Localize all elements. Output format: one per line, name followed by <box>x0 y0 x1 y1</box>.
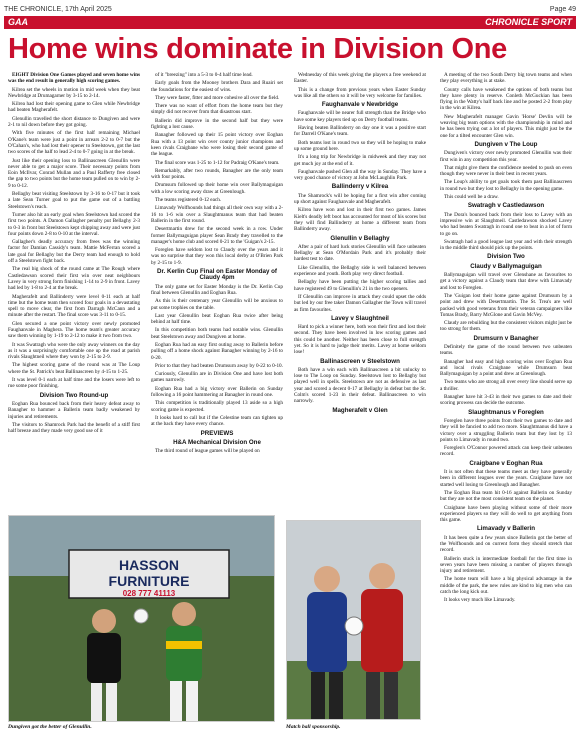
paper-date: THE CHRONICLE, 17th April 2025 <box>4 6 112 13</box>
paragraph: Both have a win each with Ballinascreen a bit unlucky to lose to The Loop on Sunday. Steelstown lost to Bellaghy but played well in spells. Steelstown are not as defensive as last year and scored a decent 0-17 at Bellaghy in defeat but the St. Colm's scored 1-23 in their defeat. Ballinascreen to win narrowly. <box>294 366 426 405</box>
subheading: H&A Mechanical Division One <box>173 438 261 446</box>
subheading: PREVIEWS <box>200 429 234 437</box>
paragraph: It's a long trip for Newbridge in midweek and they may not get much joy at the end of it. <box>294 154 426 167</box>
paragraph: This is a change from previous years when Easter Sunday was like all the others so it will be very welcome for families. <box>294 86 426 99</box>
match-ball <box>345 617 363 635</box>
paragraph: Foreglen's O'Connor powered attack can keep their unbeaten record. <box>440 445 572 458</box>
paragraph: Curiously, Glenullin are in Division One and have lost both games narrowly. <box>151 371 283 384</box>
subheading: Dr. Kerlin Cup Final on Easter Monday of Claudy 4pm <box>157 268 277 282</box>
paragraph: The visitors to Shamrock Park had the benefit of a stiff first half breeze and they made very good use of it <box>8 421 140 435</box>
paragraph: County calls have weakened the options of both teams but they have plenty in reserve. Conleth McGuckian has been flying in the Watty's half back line and he posted 2-2 from play in the win at Kilrea. <box>440 86 572 112</box>
paragraph: Bellaghy have been putting the higher scoring tallies and have registered 49 to Glenullin's 21 in the two openers. <box>294 279 426 292</box>
paragraph: Remarkably, after two rounds, Banagher are the only team with four points. <box>151 167 283 181</box>
paragraph: The only game set for Easter Monday is the Dr. Kerlin Cup final between Glenullin and Eoghan Rua. <box>151 283 283 296</box>
section-left-label: GAA <box>8 17 28 27</box>
paragraph: The Loup's ability to get goals took them past Ballinascreen in round two but they lost to Bellaghy in the opening game. <box>440 179 572 192</box>
column-3 <box>294 72 426 416</box>
photo-art-2 <box>287 521 420 719</box>
subheading: Claudy v Ballymaguigan <box>470 262 542 270</box>
column-2 <box>151 72 283 456</box>
paragraph: Definitely the game of the round between two unbeaten teams. <box>440 343 572 357</box>
photo1-caption: Dungiven got the better of Glenullin. <box>8 724 92 730</box>
paragraph: Drumsurn followed up their home win over Ballymaguigan with a low scoring away draw at Greenlough. <box>151 182 283 195</box>
paragraph: It was Swatragh who were the only away winners on the day as it was a surprisingly comfortable one up the road at parish rivals Slaughtneil where they won by 2-15 to 2-9. <box>8 341 140 361</box>
paragraph: Last year Glenullin beat Eoghan Rua twice after being behind at half time. <box>151 312 283 326</box>
subheading: Division Two <box>487 253 525 261</box>
subheading: Swatragh v Castledawson <box>467 202 545 210</box>
paragraph: Banagher have hit 3-43 in their two games to date and their scoring prowess can decide the outcome. <box>440 394 572 407</box>
subheading: Slaughtmanus v Foreglen <box>468 408 544 416</box>
paragraph: Swatragh had a good league last year and with their strength in the middle third should pick up the points. <box>440 238 572 252</box>
paragraph: The final score was 1-25 to 1-12 for Padraig O'Kane's team. <box>155 159 280 166</box>
paragraph: Hard to pick a winner here, both won their first and lost their second. They have been involved in low scoring games and this could be another. Neither has been close to full strength yet. So it is hard to judge their merits. Lavey at home seldom lose! <box>294 324 426 356</box>
paragraph: Glenullin travelled the short distance to Dungiven and were 2-1 to nil down before they got going. <box>8 115 140 129</box>
paragraph: With five minutes of the first half remaining Michael O'Kane's team were just a point in arrears 2-2 to 0-7 but the O'Cahan's, who had lost their opener to Steelstown, got the last two scores of the half to lead 2-4 to 0-7 going in at the break. <box>8 130 140 156</box>
paragraph: Kilrea had lost their opening game to Glen while Newbridge had beaten Magherafelt. <box>8 101 140 114</box>
paragraph: Dungiven's victory over newly promoted Glenullin was their first win in any competition this year. <box>440 150 572 163</box>
paragraph: The real big shock of the round came at The Rough where Castledawson scored their first win over neat neighbours Lavey in very strong form finishing 1-14 to 2-9 in front. Lavey had led by 1-8 to 2-4 at the break. <box>8 266 140 292</box>
subheading: Lavey v Slaughtneil <box>331 314 389 322</box>
ball <box>134 609 148 623</box>
subheading: Limavady v Ballerin <box>476 525 536 533</box>
column-1 <box>8 72 140 436</box>
subheading: Craigbane v Eoghan Rua <box>469 459 543 467</box>
paragraph: In this competition both teams had notable wins. Glenullin beat Steelstown away and Dungiven at home. <box>151 327 283 340</box>
paragraph: Eoghan Rua had an easy first outing away to Ballerin before pulling off a home shock against Banagher winning by 2-16 to 0-20. <box>151 341 283 361</box>
paragraph: Ballerin stuck in intermediate football for the first time in seven years have been missing a number of players through injury and retirement. <box>440 555 572 575</box>
subheading: Ballinderry v Kilrea <box>331 183 389 191</box>
paragraph: Ballymaguigan will travel over Glenshane as favourites to get a victory against a Claudy team that drew with Limavady and lost to Foreglen. <box>440 272 572 291</box>
paragraph: Banagher followed up their 15 point victory over Eoghan Rua with a 13 point win over county junior champions and keen rivals Craigbane who were losing their second game of the league. <box>151 132 283 158</box>
paragraph: The Shamrock's will be hoping for a first win after coming up short against Faughanvale and Magherafelt. <box>294 192 426 206</box>
paragraph: There was no want of effort from the home team but they simply did not recover from that disastrous start. <box>151 103 283 116</box>
paragraph: Craigbane have been playing without some of their more experienced players so they will do well to get anything from this game. <box>440 504 572 524</box>
paragraph: Both teams lost in round two so they will be hoping to make up some ground here. <box>294 139 426 152</box>
paragraph: It has been quite a few years since Ballerin got the better of the Wolfhounds and on current form they should stretch that record. <box>440 534 572 554</box>
paragraph: Like Glenullin, the Bellaghy side is well balanced between experience and youth. Both play very direct football. <box>294 264 426 278</box>
headline: Home wins dominate in Division One <box>8 33 507 65</box>
section-right-label: CHRONICLE SPORT <box>485 17 572 27</box>
paragraph: Faughanvale will be nearer full strength than the Bridge who have some key players tied up on Derry football teams. <box>294 110 426 123</box>
subheading: Faughanvale v Newbridge <box>321 101 399 109</box>
paragraph: Bellaghy beat visiting Steelstown by 3-16 to 0-17 but it took a late Sean Turner goal to put the game out of a battling Steelstown's reach. <box>8 191 140 210</box>
paragraph: Wednesday of this week giving the players a free weekend at Easter. <box>294 72 426 85</box>
paragraph: Kilrea have won and lost in their first two games. James Kielt's deadly left boot has accounted for most of his scores but they will find Ballinderry at home a different team from Ballinderry away. <box>294 207 426 233</box>
paragraph: New Magherafelt manager Gavin 'Horse' Devlin will be weaving big team options with the championship in mind and he has been trying out a lot of players. This might just be the one for a tilted encounter Glen win. <box>440 113 572 139</box>
paragraph: Limavady Wolfhounds had things all their own way with a 2-16 to 1-6 win over a Slaughtmanus team that had beaten Ballerin in the first round. <box>151 205 283 224</box>
paragraph: Magherafelt and Ballinderry were level 0-11 each at half time but the home team then scored four goals in a devastating spell to move clear, the first from Darragh McCann and a minute after the restart. The final score was 3-11 to 0-15. <box>8 293 140 319</box>
paragraph: Just like their opening loss to Ballinascreen Glenullin were never able to get a major score. Their necessary points from Eoin McIlvar, Conrad Mullan and a Paul Rafferty free closed the gap to two points but the home team pulled on to win by 2-9 to 0-12. <box>8 157 140 189</box>
subheading: Division Two Round-up <box>39 391 109 399</box>
paragraph: That might give them the confidence needed to push on even though they were never in their best in recent years. <box>440 164 572 178</box>
paragraph: Eoghan Rua had a big victory over Ballerin on Sunday following a 16 point hammering at Banagher in round one. <box>151 385 283 399</box>
paragraph: It looks very much like Limavady. <box>444 597 516 604</box>
paragraph: The highest scoring game of the round was at The Loup where the St. Patrick's beat Ballinascreen by 4-15 to 1-25. <box>8 362 140 375</box>
photo-dungiven-glenullin <box>8 515 275 722</box>
paragraph: Ballerin did improve in the second half but they were fighting a lost cause. <box>151 117 283 131</box>
page-number: Page 49 <box>549 6 576 13</box>
sign-line1: HASSON <box>119 557 179 573</box>
paragraph: Desertmartin drew for the second week in a row. Under former Ballymaguigan player Sean Brady they travelled to the manager's home club and scored 0-21 to the 'Guigan's 2-15. <box>151 226 283 245</box>
paragraph: Early goals from the Mooney brothers Dara and Ruairi set the foundations for the easiest of wins. <box>151 80 283 93</box>
paragraph: The Eoghan Rua team hit 0-16 against Ballerin on Sunday but they are not the most consistent team on the planet. <box>440 489 572 503</box>
subheading: Drumsurn v Banagher <box>473 334 539 342</box>
photo-art-1 <box>9 516 274 721</box>
paragraph: EIGHT Division One Games played and seven home wins was the end result in generally high scoring games. <box>8 72 140 85</box>
paragraph: This could well be a draw. <box>444 194 499 201</box>
paragraph: The 'Guigan lost their home game against Drumsurn by a point and drew with Desertmartin. The St. Trea's are well packed with good veterans from their veteran campaigners like Tomas Brady, Barry McGlone and Gavin McVey. <box>440 292 572 318</box>
paragraph: Banagher had easy and high scoring wins over Eoghan Rua and local rivals Craigbane while Drumsurn beat Ballymaguigan by a point and drew at Greenlough. <box>440 358 572 378</box>
paragraph: The teams registered 0-12 each. <box>155 197 222 204</box>
paragraph: It looks hard to call but if the Celestine team can tighten up at the back they have every chance. <box>151 414 283 428</box>
column-4 <box>440 72 572 606</box>
subheading: Glenullin v Bellaghy <box>330 234 390 242</box>
paragraph: Turner also hit an early goal when Steelstown had scored the first two points. A Damon Gallagher penalty put Bellaghy 2-3 to 0-3 in front but Steelstown kept chipping away and were just four points down 2-8 to 0-10 at the interval. <box>8 211 140 237</box>
photo-match-ball <box>286 520 421 720</box>
paragraph: This competition is traditionally played 13 aside so a high scoring game is expected. <box>151 400 283 413</box>
paragraph: It was level 0-1 each at half time and the losers were left to rue some poor finishing. <box>8 377 140 390</box>
paragraph: Foreglen have seldom lost to Claudy over the years and it was no surprise that they won this local derby at O'Brien Park by 2-15 to 1-9. <box>151 247 283 266</box>
paragraph: Eoghan Rua bounced back from their heavy defeat away to Banagher to hammer a Ballerin team badly weakened by injuries and retirements. <box>8 400 140 420</box>
paragraph: They were faster, fitter and more cohesive all over the field. <box>155 94 280 101</box>
paragraph: The home team will have a big physical advantage in the middle of the park, the new rules are kind to big men who can catch the long kick out. <box>440 576 572 596</box>
paragraph: of it "breezing" into a 5-3 to 0-4 half time lead. <box>155 72 253 78</box>
paragraph: As this is their centenary year Glenullin will be anxious to put some trophies on the table. <box>151 298 283 311</box>
photo2-caption: Match ball sponsorship. <box>286 724 341 730</box>
sign-line2: FURNITURE <box>108 573 190 589</box>
paragraph: Claudy are rebuilding but the consistent visitors might just be too strong for them. <box>440 320 572 333</box>
section-bar <box>4 16 576 29</box>
subheading: Magherafelt v Glen <box>332 406 388 414</box>
paragraph: If Glenullin can improve in attack they could upset the odds but led by our free taker Damon Gallagher the Town will travel as firm favourites. <box>294 293 426 313</box>
masthead-line <box>4 4 576 16</box>
paragraph: The third round of league games will be played on <box>155 448 260 455</box>
paragraph: Foreglen have three points from their two games to date and they will be fancied to add two more. Slaughtmanus did have a victory over a struggling Ballerin team but they lost by 13 points to Limavady in round two. <box>440 417 572 443</box>
paragraph: Having beaten Ballinderry on day one it was a positive start for Darrell O'Kane's team. <box>294 125 426 138</box>
paragraph: Faughanvale pushed Glen all the way in Sunday. They have a very good chance of victory at John McLaughlin Park. <box>294 168 426 182</box>
paragraph: The Dora's bounced back from their loss to Lavey with an impressive win at Slaughtneil. Castledawson shocked Lavey who had beaten Swatragh in round one to beat in a lot of form to go on. <box>440 211 572 237</box>
subheading: Dungiven v The Loup <box>474 140 538 148</box>
subheading: Ballinascreen v Steelstown <box>320 357 400 365</box>
paragraph: Kilrea set the wheels in motion in mid week when they beat Newbridge at Drumagarner by 3-15 to 2-14. <box>8 86 140 99</box>
paragraph: It is not often that these teams meet as they have generally been in different leagues over the years. Craigbane have not started well losing to Greenlough and Banagher. <box>440 469 572 488</box>
paragraph: Gallagher's deadly accuracy from frees was the winning factor for Damian Cassidy's team. Mattie McFerran scored a late goal for Bellaghy but the Derry team had enough to hold off a Steelstown fight back. <box>8 239 140 265</box>
paragraph: A meeting of the two South Derry big town teams and when they play everything is at stake. <box>440 72 572 85</box>
sign-phone: 028 777 41113 <box>122 589 176 598</box>
paragraph: Two teams who are strong all over every line should serve up a thriller. <box>440 379 572 392</box>
paragraph: Glen secured a one point victory over newly promoted Faughanvale in Maghera. The home team's greater accuracy saw them winning by 1-19 to 2-12 to make it two from two. <box>8 320 140 340</box>
paragraph: Prior to that they had beaten Drumsurn away by 0-22 to 0-10. <box>155 362 283 369</box>
paragraph: After a pair of hard luck stories Glenullin will face unbeaten Bellaghy at Sean O'Mordain Park and it's probably their hardest test to date. <box>294 243 426 263</box>
